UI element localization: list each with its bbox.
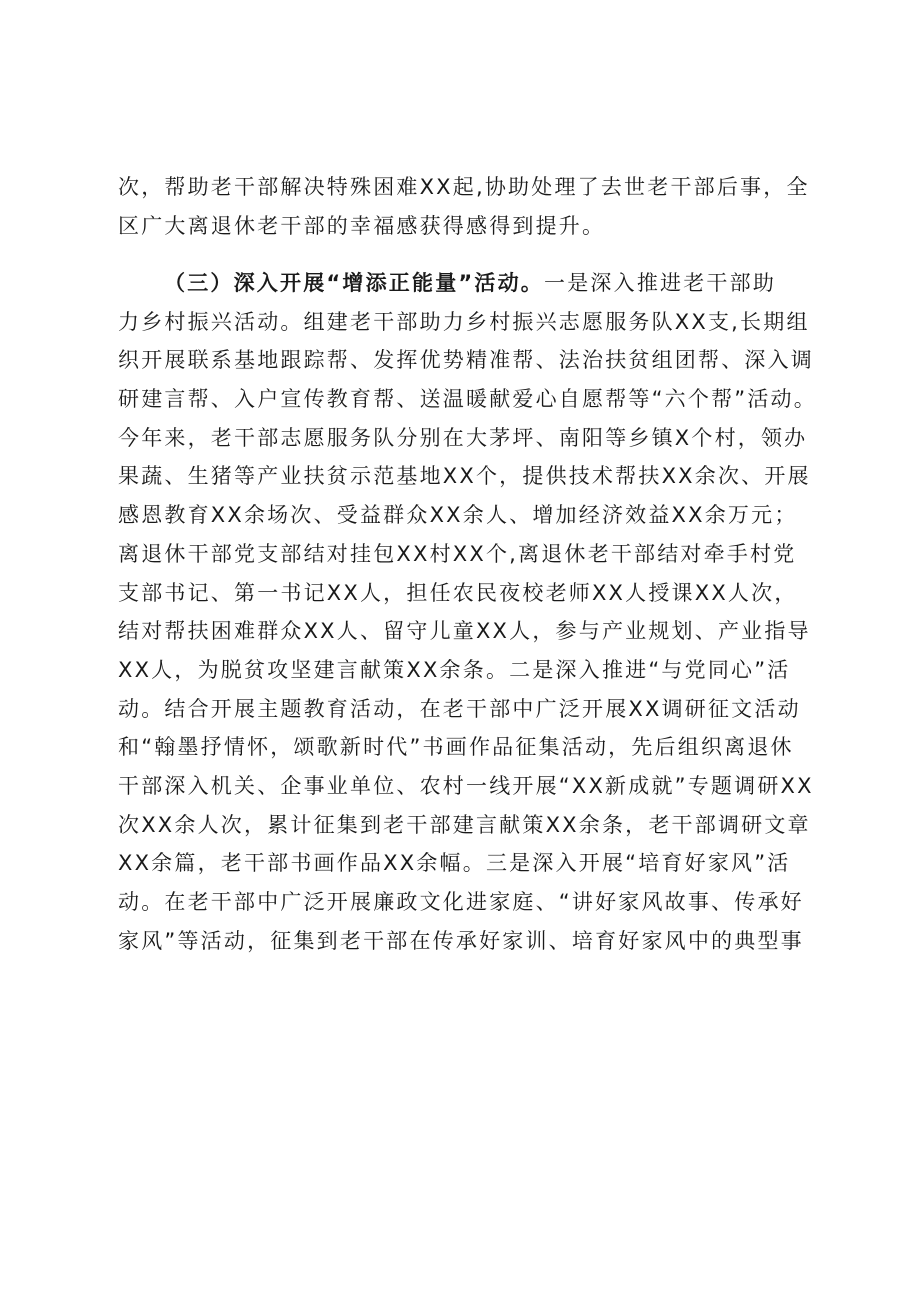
text-line: 感恩教育XX余场次、受益群众XX余人、增加经济效益XX余万元；	[118, 503, 798, 528]
text-line: 力乡村振兴活动。组建老干部助力乡村振兴志愿服务队XX支,长期组	[118, 309, 810, 334]
text-line: 研建言帮、入户宣传教育帮、送温暖献爱心自愿帮等“六个帮”活动。	[118, 387, 817, 412]
text-line: 和“翰墨抒情怀，颂歌新时代”书画作品征集活动，先后组织离退休	[118, 735, 794, 760]
text-line: 果蔬、生猪等产业扶贫示范基地XX个，提供技术帮扶XX余次、开展	[118, 464, 811, 489]
text-line: 动。结合开展主题教育活动，在老干部中广泛开展XX调研征文活动	[118, 696, 801, 721]
text-line: 区广大离退休老干部的幸福感获得感得到提升。	[118, 213, 606, 238]
text-line: 次XX余人次，累计征集到老干部建言献策XX余条，老干部调研文章	[118, 812, 811, 837]
text-line: 干部深入机关、企事业单位、农村一线开展“XX新成就”专题调研XX	[118, 773, 814, 798]
continued-paragraph	[118, 168, 818, 245]
text-line: 家风”等活动，征集到老干部在传承好家训、培育好家风中的典型事	[118, 928, 804, 953]
text-line: 动。在老干部中广泛开展廉政文化进家庭、“讲好家风故事、传承好	[118, 890, 804, 914]
section-first-line-text: 一是深入推进老干部助	[544, 271, 777, 295]
section-three-paragraph	[118, 264, 818, 960]
text-line: 支部书记、第一书记XX人，担任农民夜校老师XX人授课XX人次，	[118, 580, 798, 605]
text-line: XX人，为脱贫攻坚建言献策XX余条。二是深入推进“与党同心”活	[118, 657, 791, 682]
text-line: 今年来，老干部志愿服务队分别在大茅坪、南阳等乡镇X个村，领办	[118, 425, 808, 450]
section-first-line	[118, 264, 818, 303]
text-line: 织开展联系基地跟踪帮、发挥优势精准帮、法治扶贫组团帮、深入调	[118, 348, 814, 373]
text-line: 离退休干部党支部结对挂包XX村XX个,离退休老干部结对牵手村党	[118, 541, 797, 566]
text-line: 结对帮扶困难群众XX人、留守儿童XX人，参与产业规划、产业指导	[118, 619, 811, 644]
text-line: 次，帮助老干部解决特殊困难XX起,协助处理了去世老干部后事，全	[118, 175, 810, 199]
text-line: XX余篇，老干部书画作品XX余幅。三是深入开展“培育好家风”活	[118, 851, 791, 876]
section-heading: （三）深入开展“增添正能量”活动。	[164, 271, 545, 295]
